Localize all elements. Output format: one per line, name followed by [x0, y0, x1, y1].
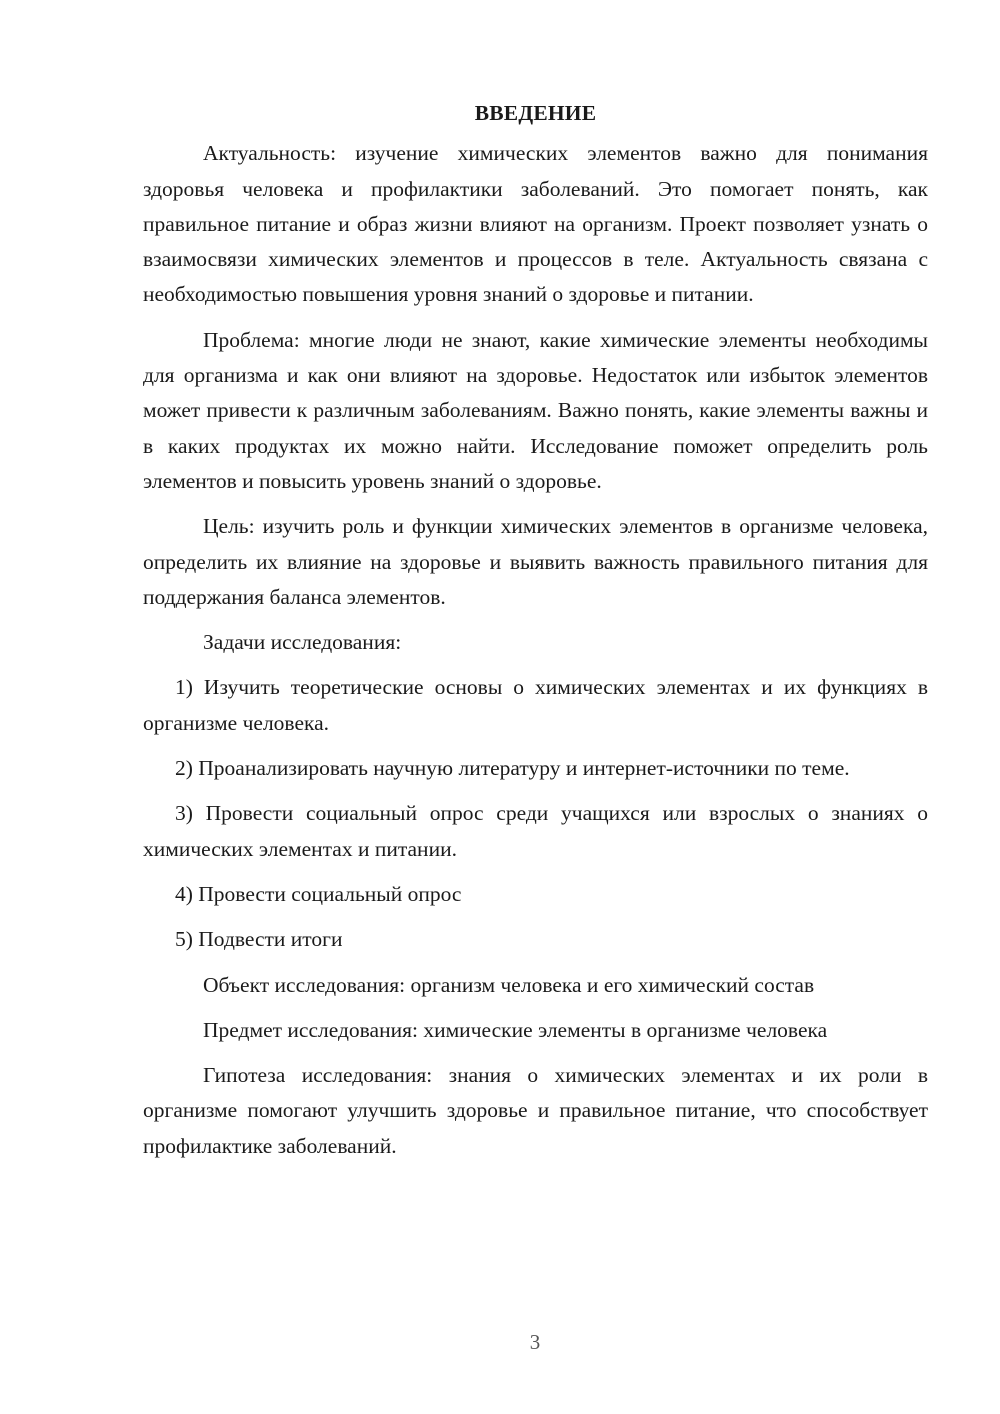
page-number: 3 — [529, 1330, 541, 1354]
tasks-heading: Задачи исследования: — [203, 630, 402, 655]
research-object: Объект исследования: организм человека и его химический состав — [203, 972, 815, 997]
section-title: ВВЕДЕНИЕ — [474, 101, 597, 125]
task-item-1: 1) Изучить теоретические основы о химических элементах и их функциях в организме человека. — [143, 675, 928, 735]
task-item-5: 5) Подвести итоги — [175, 927, 343, 952]
document-page — [143, 96, 928, 1164]
task-item-4: 4) Провести социальный опрос — [175, 881, 462, 906]
goal-paragraph: Цель: изучить роль и функции химических элементов в организме человека, определить их влияние на здоровье и выявить важность правильного питания для поддержания баланса элементов. — [143, 514, 928, 609]
task-item-2: 2) Проанализировать научную литературу и интернет-источники по теме. — [175, 756, 850, 781]
relevance-paragraph: Актуальность: изучение химических элементов важно для понимания здоровья человека и профилактики заболеваний. Это помогает понять, как правильное питание и образ жизни влияют на организм. Проект позволяет узнать о взаимосвязи химических элементов и процессов в теле. Актуальность связана с необходимостью повышения уровня знаний о здоровье и питании. — [143, 141, 928, 307]
problem-paragraph: Проблема: многие люди не знают, какие химические элементы необходимы для организма и как они влияют на здоровье. Недостаток или избыток элементов может привести к различным заболеваниям. Важно понять, какие элементы важны и в каких продуктах их можно найти. Исследование поможет определить роль элементов и повысить уровень знаний о здоровье. — [143, 327, 928, 493]
hypothesis-paragraph: Гипотеза исследования: знания о химических элементах и их роли в организме помогают улучшить здоровье и правильное питание, что способствует профилактике заболеваний. — [143, 1063, 928, 1158]
task-item-3: 3) Провести социальный опрос среди учащихся или взрослых о знаниях о химических элементах и питании. — [143, 801, 928, 861]
research-subject: Предмет исследования: химические элементы в организме человека — [203, 1017, 828, 1042]
